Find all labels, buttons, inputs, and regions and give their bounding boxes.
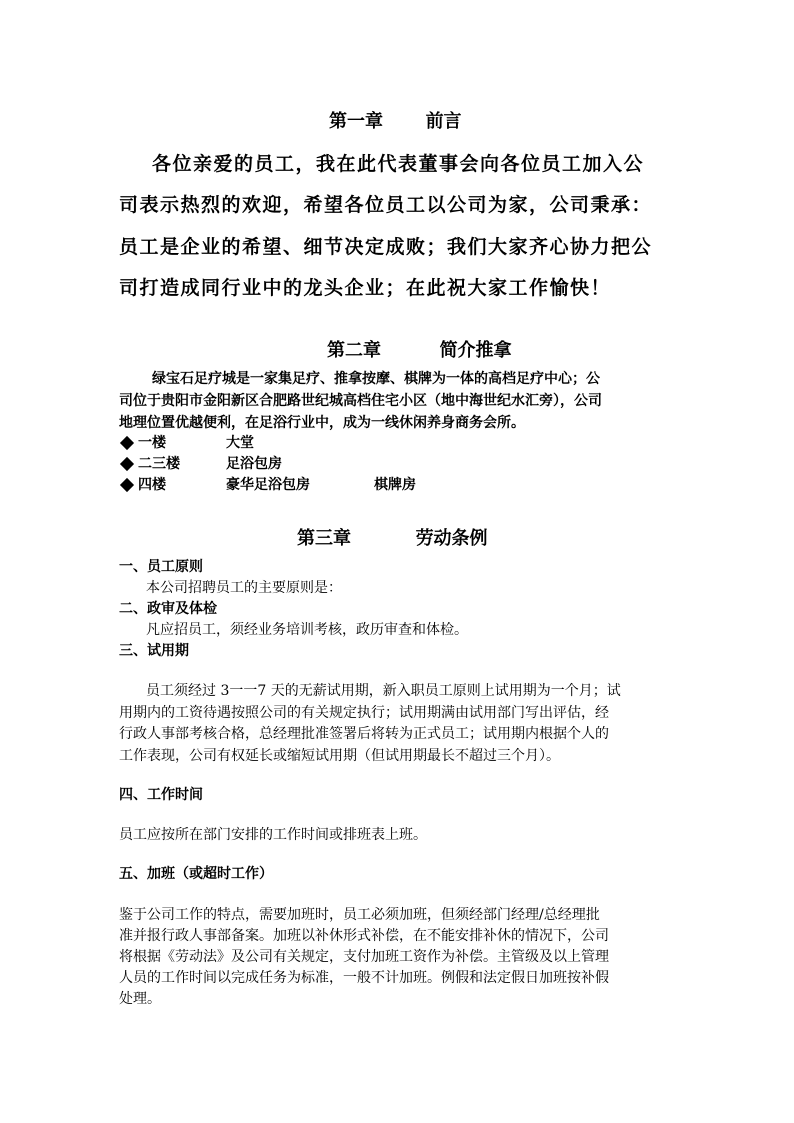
section5-line-3: 将根据《劳动法》及公司有关规定，支付加班工资作为补偿。主管级及以上管理 (119, 949, 609, 965)
chapter2-number: 第二章 (327, 340, 381, 361)
chapter3-title (297, 524, 488, 550)
chapter1-number: 第一章 (329, 111, 383, 132)
floor-item: 足浴包房 (226, 456, 282, 472)
floor-name: 四楼 (138, 477, 166, 493)
section2-heading: 二、政审及体检 (119, 601, 217, 617)
section5-line-2: 准并报行政人事部备案。加班以补休形式补偿，在不能安排补休的情况下，公司 (119, 928, 609, 944)
floor-item: 大堂 (226, 435, 254, 451)
diamond-bullet-icon (120, 456, 134, 470)
floor-item: 豪华足浴包房 (226, 477, 310, 493)
chapter1-name: 前言 (425, 111, 462, 132)
section5-heading: 五、加班（或超时工作） (119, 866, 273, 882)
section2-text: 凡应招员工，须经业务培训考核，政历审查和体检。 (146, 622, 468, 638)
section5-line-4: 人员的工作时间以完成任务为标准，一般不计加班。例假和法定假日加班按补假 (119, 970, 609, 986)
section1-heading: 一、员工原则 (119, 559, 203, 575)
floor-row (119, 453, 180, 473)
floor-name: 一楼 (138, 435, 166, 451)
chapter2-title (327, 336, 512, 362)
floor-item: 棋牌房 (374, 477, 416, 493)
floor-row (119, 474, 166, 494)
chapter3-name: 劳动条例 (415, 528, 488, 549)
floor-row (119, 432, 166, 452)
diamond-bullet-icon (120, 477, 134, 491)
section3-line-1: 员工须经过 3一一7 天的无薪试用期，新入职员工原则上试用期为一个月；试 (146, 683, 621, 699)
intro-line-2: 司位于贵阳市金阳新区合肥路世纪城高档住宅小区（地中海世纪水汇旁），公司 (119, 393, 602, 409)
chapter1-title (329, 107, 462, 133)
section3-heading: 三、试用期 (119, 643, 189, 659)
preface-line-4: 司打造成同行业中的龙头企业；在此祝大家工作愉快！ (119, 277, 612, 299)
intro-line-1: 绿宝石足疗城是一家集足疗、推拿按摩、棋牌为一体的高档足疗中心；公 (152, 371, 600, 387)
preface-line-3: 员工是企业的希望、细节决定成败；我们大家齐心协力把公 (119, 236, 653, 258)
intro-line-3: 地理位置优越便利，在足浴行业中，成为一线休闲养身商务会所。 (119, 415, 525, 431)
section4-text: 员工应按所在部门安排的工作时间或排班表上班。 (119, 827, 427, 843)
section3-line-3: 行政人事部考核合格，总经理批准签署后将转为正式员工；试用期内根据个人的 (119, 726, 609, 742)
section5-line-5: 处理。 (119, 991, 161, 1007)
chapter2-name: 简介推拿 (439, 340, 512, 361)
chapter3-number: 第三章 (297, 528, 351, 549)
section3-line-4: 工作表现，公司有权延长或缩短试用期（但试用期最长不超过三个月）。 (119, 748, 560, 764)
section1-text: 本公司招聘员工的主要原则是： (146, 580, 342, 596)
section5-line-1: 鉴于公司工作的特点，需要加班时，员工必须加班，但须经部门经理/总经理批 (119, 907, 600, 923)
preface-line-1: 各位亲爱的员工，我在此代表董事会向各位员工加入公 (152, 153, 645, 175)
preface-line-2: 司表示热烈的欢迎，希望各位员工以公司为家，公司秉承： (119, 194, 653, 216)
section3-line-2: 用期内的工资待遇按照公司的有关规定执行；试用期满由试用部门写出评估，经 (119, 705, 609, 721)
diamond-bullet-icon (120, 435, 134, 449)
floor-name: 二三楼 (138, 456, 180, 472)
section4-heading: 四、工作时间 (119, 787, 203, 803)
